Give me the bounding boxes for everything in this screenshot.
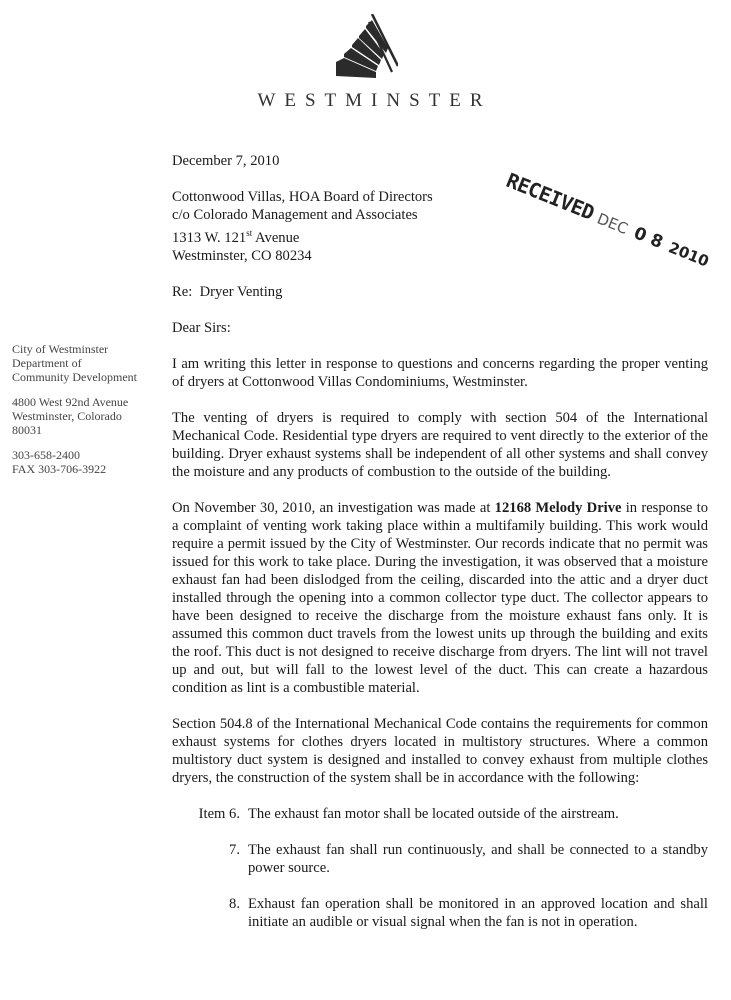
sidebar-fax: FAX 303-706-3922 bbox=[12, 462, 107, 476]
code-item bbox=[110, 805, 708, 823]
recipient-line bbox=[172, 224, 708, 247]
letter-body bbox=[172, 152, 708, 949]
recipient-street-ordinal: st bbox=[246, 228, 253, 238]
recipient-address bbox=[172, 188, 708, 265]
paragraph bbox=[172, 499, 708, 697]
recipient-line: c/o Colorado Management and Associates bbox=[172, 207, 418, 223]
code-item-text: The exhaust fan motor shall be located outside of the airstream. bbox=[248, 805, 619, 822]
investigation-address: 12168 Melody Drive bbox=[494, 499, 622, 516]
salutation: Dear Sirs: bbox=[172, 319, 231, 336]
stamp-month: DEC bbox=[594, 209, 631, 238]
paragraph: I am writing this letter in response to questions and concerns regarding the proper venting of dryers at Cottonwood Villas Condominiums, Westminster. bbox=[172, 355, 708, 390]
westminster-pyramid-logo-icon bbox=[336, 14, 398, 78]
sidebar-address bbox=[12, 395, 162, 437]
sidebar-org-line: Department of bbox=[12, 356, 82, 370]
code-item-number: Item 6. bbox=[198, 805, 240, 822]
paragraph-text: in response to a complaint of venting work taking place within a multifamily building. This work would require a permit issued by the City of Westminster. Our records indicate that no permit was issued for this work to take place. During the investigation, it was observed that a moisture exhaust fan had been dislodged from the ceiling, discarded into the attic and a dryer duct installed through the opening into a common collector type duct. The collector appears to have been designed to receive the discharge from the moisture exhaust fans only. It is assumed this common duct travels from the lowest units up through the building and exits the roof. This duct is not designed to receive discharge from dryers. The lint will not travel up and out, but will fall to the lowest level of the duct. This can create a hazardous condition as lint is a combustible material. bbox=[172, 499, 708, 696]
recipient-line: Westminster, CO 80234 bbox=[172, 247, 312, 264]
code-item bbox=[172, 841, 708, 877]
stamp-received: RECEIVED bbox=[503, 168, 598, 225]
sender-sidebar bbox=[12, 342, 162, 487]
code-item-number: 8. bbox=[229, 895, 240, 912]
letterhead-wordmark: WESTMINSTER bbox=[257, 90, 492, 111]
code-item-number: 7. bbox=[229, 841, 240, 858]
sidebar-address-line: Westminster, Colorado bbox=[12, 409, 122, 423]
stamp-day: 0 8 bbox=[630, 223, 666, 253]
paragraph-text: On November 30, 2010, an investigation was made at bbox=[172, 499, 495, 516]
sidebar-address-line: 80031 bbox=[12, 423, 42, 437]
paragraph: The venting of dryers is required to comply with section 504 of the International Mechanical Code. Residential type dryers are required to vent directly to the exterior of the building. Dryer exhaust systems shall be independent of all other systems and shall convey the moisture and any products of combustion to the outside of the building. bbox=[172, 409, 708, 480]
code-item-text: The exhaust fan shall run continuously, and shall be connected to a standby power source. bbox=[248, 841, 708, 876]
subject-line: Re: Dryer Venting bbox=[172, 283, 283, 300]
code-items-list bbox=[172, 805, 708, 931]
sidebar-phone: 303-658-2400 bbox=[12, 448, 80, 462]
recipient-line: Cottonwood Villas, HOA Board of Directors bbox=[172, 189, 433, 205]
code-item bbox=[172, 895, 708, 931]
sidebar-org bbox=[12, 342, 162, 384]
code-item-text: Exhaust fan operation shall be monitored in an approved location and shall initiate an audible or visual signal when the fan is not in operation. bbox=[248, 895, 708, 930]
sidebar-org-line: Community Development bbox=[12, 370, 137, 384]
paragraph: Section 504.8 of the International Mechanical Code contains the requirements for common exhaust systems for clothes dryers located in multistory structures. Where a common multistory duct system is designed and installed to convey exhaust from multiple clothes dryers, the construction of the system shall be in accordance with the following: bbox=[172, 715, 708, 786]
recipient-street-suffix: Avenue bbox=[252, 229, 300, 246]
recipient-street: 1313 W. 121 bbox=[172, 229, 247, 246]
sidebar-org-line: City of Westminster bbox=[12, 342, 109, 356]
sidebar-contact bbox=[12, 448, 162, 476]
sidebar-address-line: 4800 West 92nd Avenue bbox=[12, 395, 129, 409]
stamp-year: 2010 bbox=[666, 238, 712, 271]
letter-date: December 7, 2010 bbox=[172, 153, 280, 169]
